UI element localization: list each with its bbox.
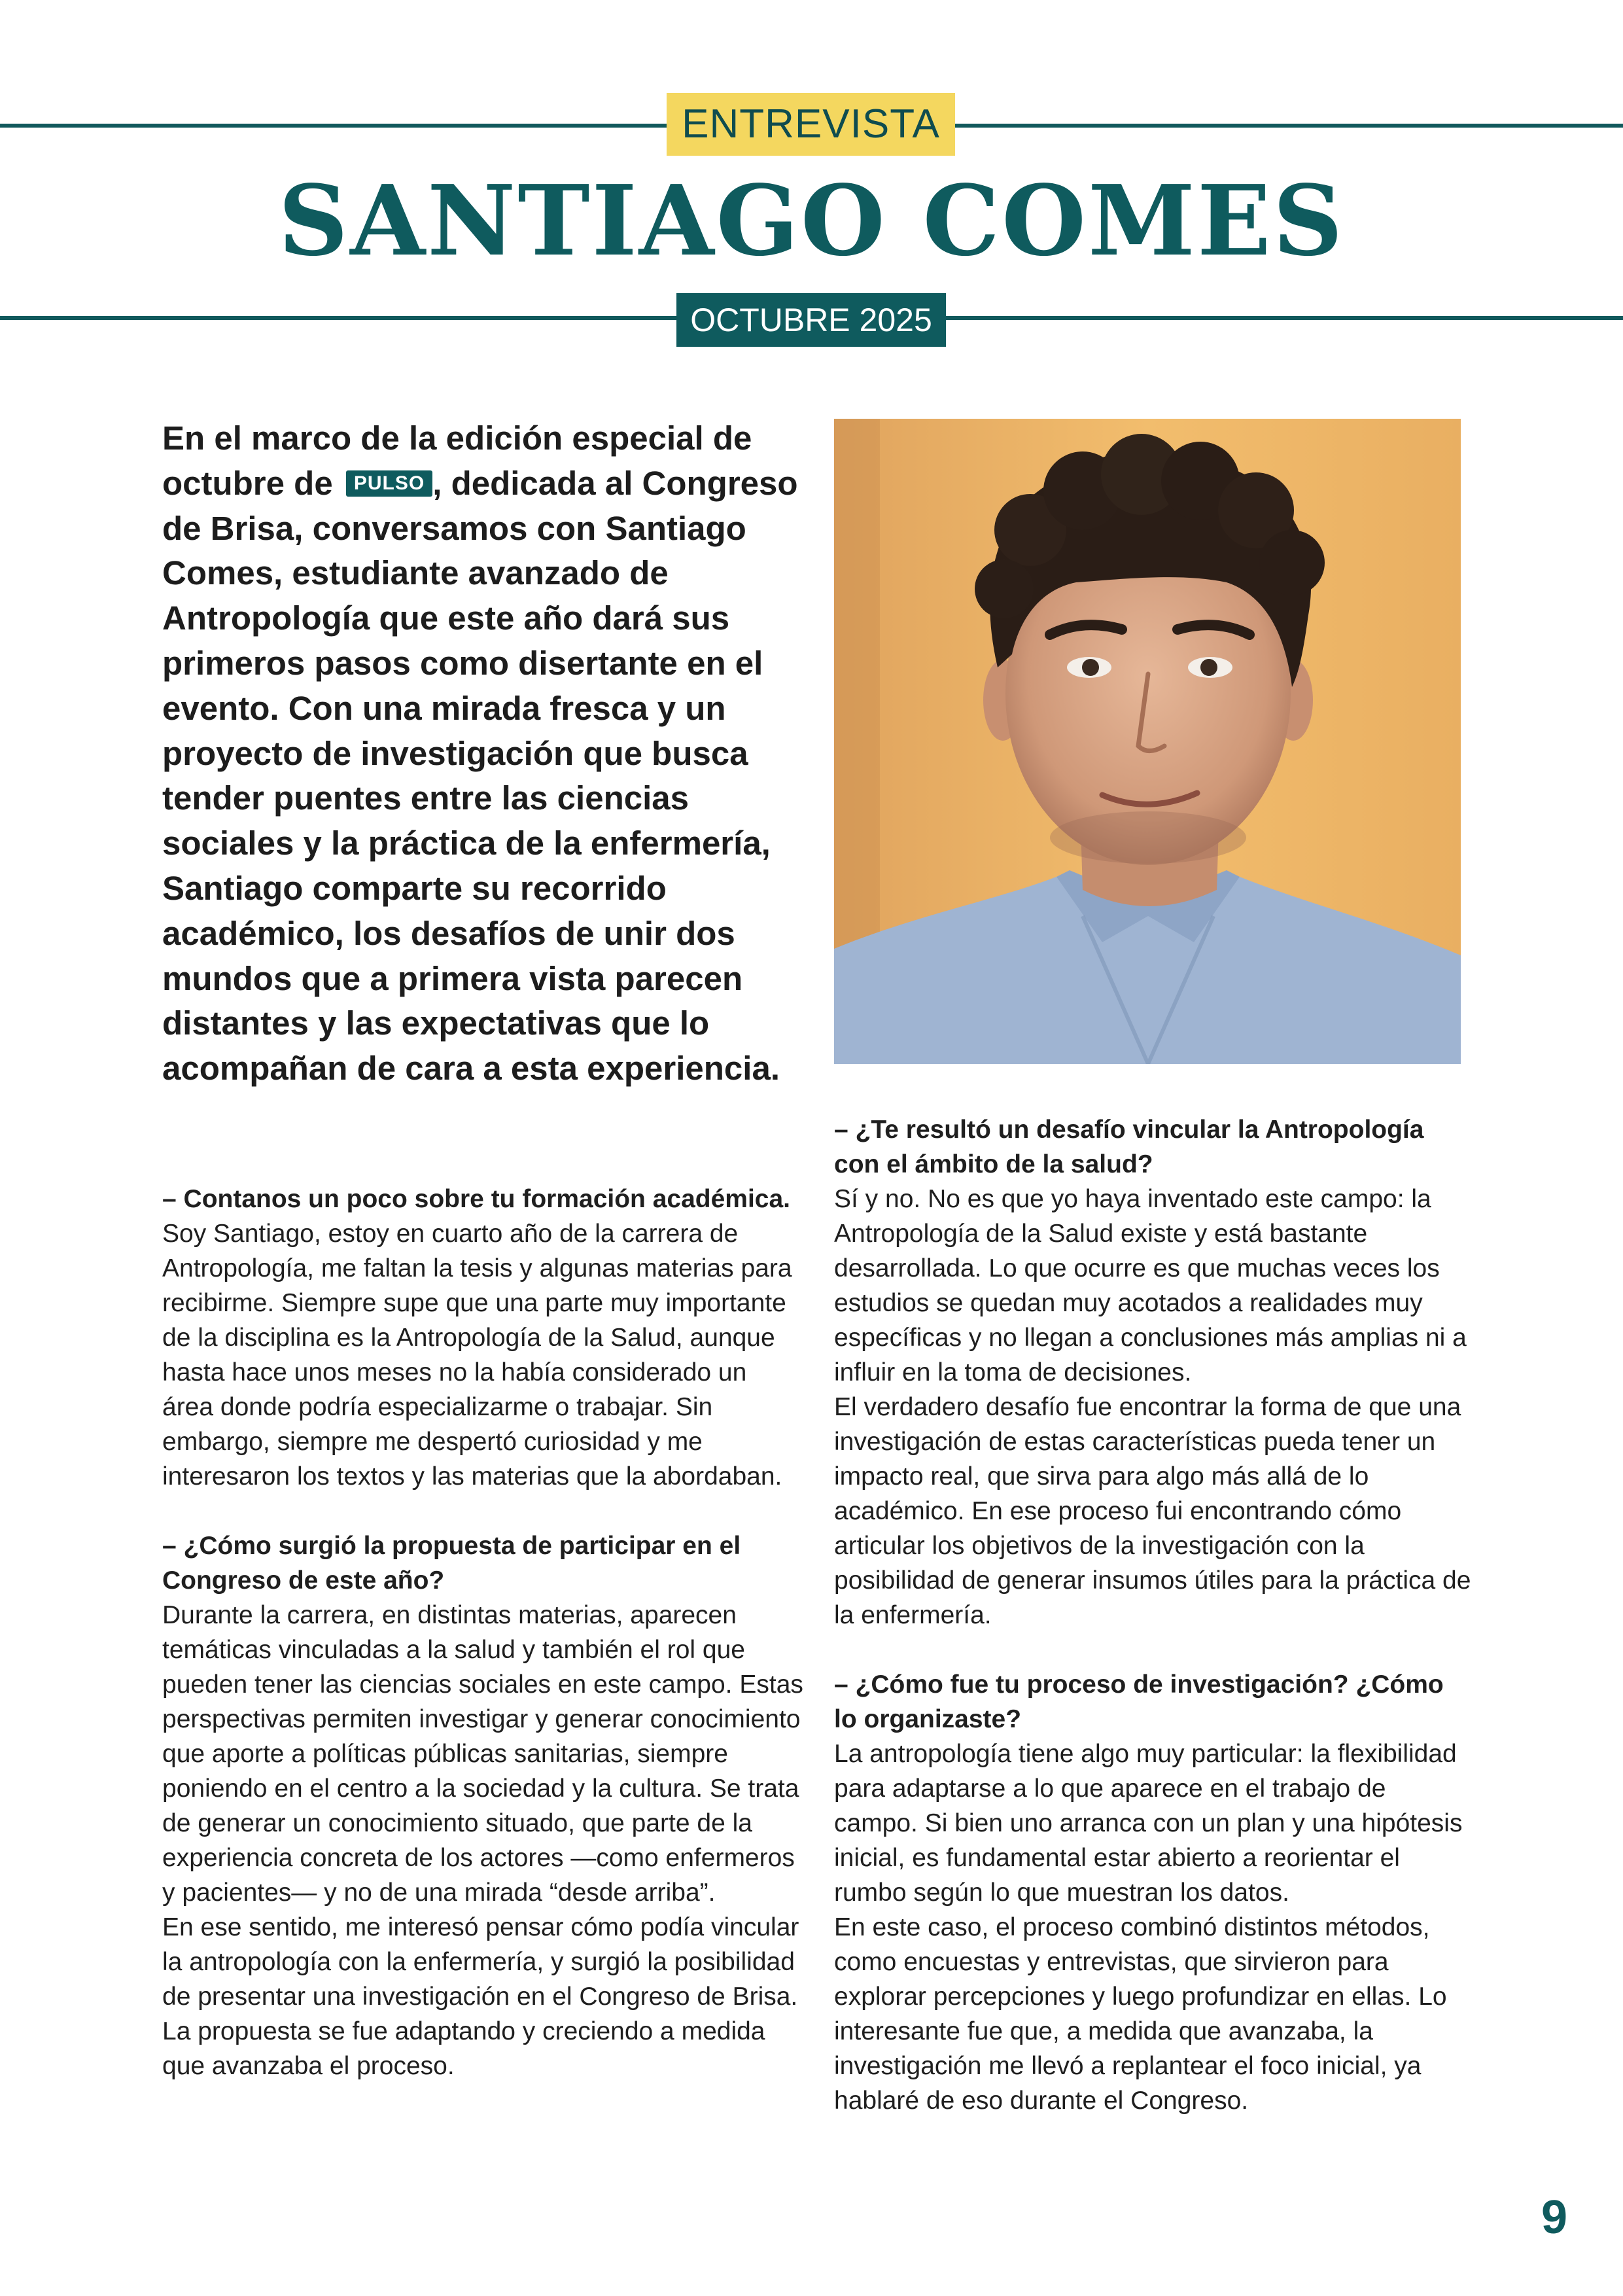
answer-propuesta-2: En ese sentido, me interesó pensar cómo podía vincular la antropología con la enfermería, y surgió la posibilidad de presentar una investigación en el Congreso de Brisa. La propuesta se fue adaptando y creciendo a medida que avanzaba el proceso.	[162, 1913, 799, 2080]
answer-proceso-1: La antropología tiene algo muy particular: la flexibilidad para adaptarse a lo que aparece en el trabajo de campo. Si bien uno arranca con un plan y una hipótesis inicial, es fundamental estar abierto a reorientar el rumbo según lo que muestran los datos.	[834, 1740, 1463, 1907]
issue-date: OCTUBRE 2025	[676, 293, 946, 347]
intro-paragraph	[162, 416, 803, 1091]
page-title: SANTIAGO COMES	[278, 164, 1345, 277]
spacer	[162, 1494, 803, 1528]
answer-desafio-1: Sí y no. No es que yo haya inventado este campo: la Antropología de la Salud existe y está bastante desarrollada. Lo que ocurre es que muchas veces los estudios se quedan muy acotados a realidades muy específicas y no llegan a conclusiones más amplias ni a influir en la toma de decisiones.	[834, 1185, 1467, 1386]
question-proceso: – ¿Cómo fue tu proceso de investigación? ¿Cómo lo organizaste?	[834, 1670, 1444, 1733]
portrait-photo	[834, 419, 1461, 1064]
page-number: 9	[1541, 2191, 1568, 2244]
question-formacion: – Contanos un poco sobre tu formación académica.	[162, 1185, 791, 1213]
intro-text-start: En el marco de la edición especial de octubre de	[162, 419, 752, 502]
spacer	[834, 1633, 1472, 1667]
answer-propuesta-1: Durante la carrera, en distintas materias, aparecen temáticas vinculadas a la salud y también el rol que pueden tener las ciencias sociales en este campo. Estas perspectivas permiten investigar y generar conocimiento que aporte a políticas públicas sanitarias, siempre poniendo en el centro a la sociedad y la cultura. Se trata de generar un conocimiento situado, que parte de la experiencia concreta de los actores —como enfermeros y pacientes— y no de una mirada “desde arriba”.	[162, 1601, 803, 1907]
portrait-illustration	[834, 419, 1461, 1064]
right-column	[834, 1112, 1472, 2118]
answer-desafio-2: El verdadero desafío fue encontrar la forma de que una investigación de estas características pueda tener un impacto real, que sirva para algo más allá de lo académico. En ese proceso fui encontrando cómo articular los objetivos de la investigación con la posibilidad de generar insumos útiles para la práctica de la enfermería.	[834, 1393, 1471, 1629]
left-column	[162, 1182, 803, 2083]
answer-proceso-2: En este caso, el proceso combinó distintos métodos, como encuestas y entrevistas, que sirvieron para explorar percepciones y luego profundizar en ellas. Lo interesante fue que, a medida que avanzaba, la investigación me llevó a replantear el foco inicial, ya hablaré de eso durante el Congreso.	[834, 1913, 1447, 2115]
section-kicker: ENTREVISTA	[667, 93, 955, 156]
pulso-logo: PULSO	[346, 470, 432, 497]
answer-formacion: Soy Santiago, estoy en cuarto año de la carrera de Antropología, me faltan la tesis y algunas materias para recibirme. Siempre supe que una parte muy importante de la disciplina es la Antropología de la Salud, aunque hasta hace unos meses no la había considerado un área donde podría especializarme o trabajar. Sin embargo, siempre me despertó curiosidad y me interesaron los textos y las materias que la abordaban.	[162, 1220, 792, 1491]
question-desafio: – ¿Te resultó un desafío vincular la Antropología con el ámbito de la salud?	[834, 1116, 1424, 1178]
intro-text-end: , dedicada al Congreso de Brisa, conversamos con Santiago Comes, estudiante avanzado de Antropología que este año dará sus primeros pasos como disertante en el evento. Con una mirada fresca y un proyecto de investigación que busca tender puentes entre las ciencias sociales y la práctica de la enfermería, Santiago comparte su recorrido académico, los desafíos de unir dos mundos que a primera vista parecen distantes y las expectativas que lo acompañan de cara a esta experiencia.	[162, 464, 798, 1087]
question-propuesta: – ¿Cómo surgió la propuesta de participar en el Congreso de este año?	[162, 1532, 741, 1595]
